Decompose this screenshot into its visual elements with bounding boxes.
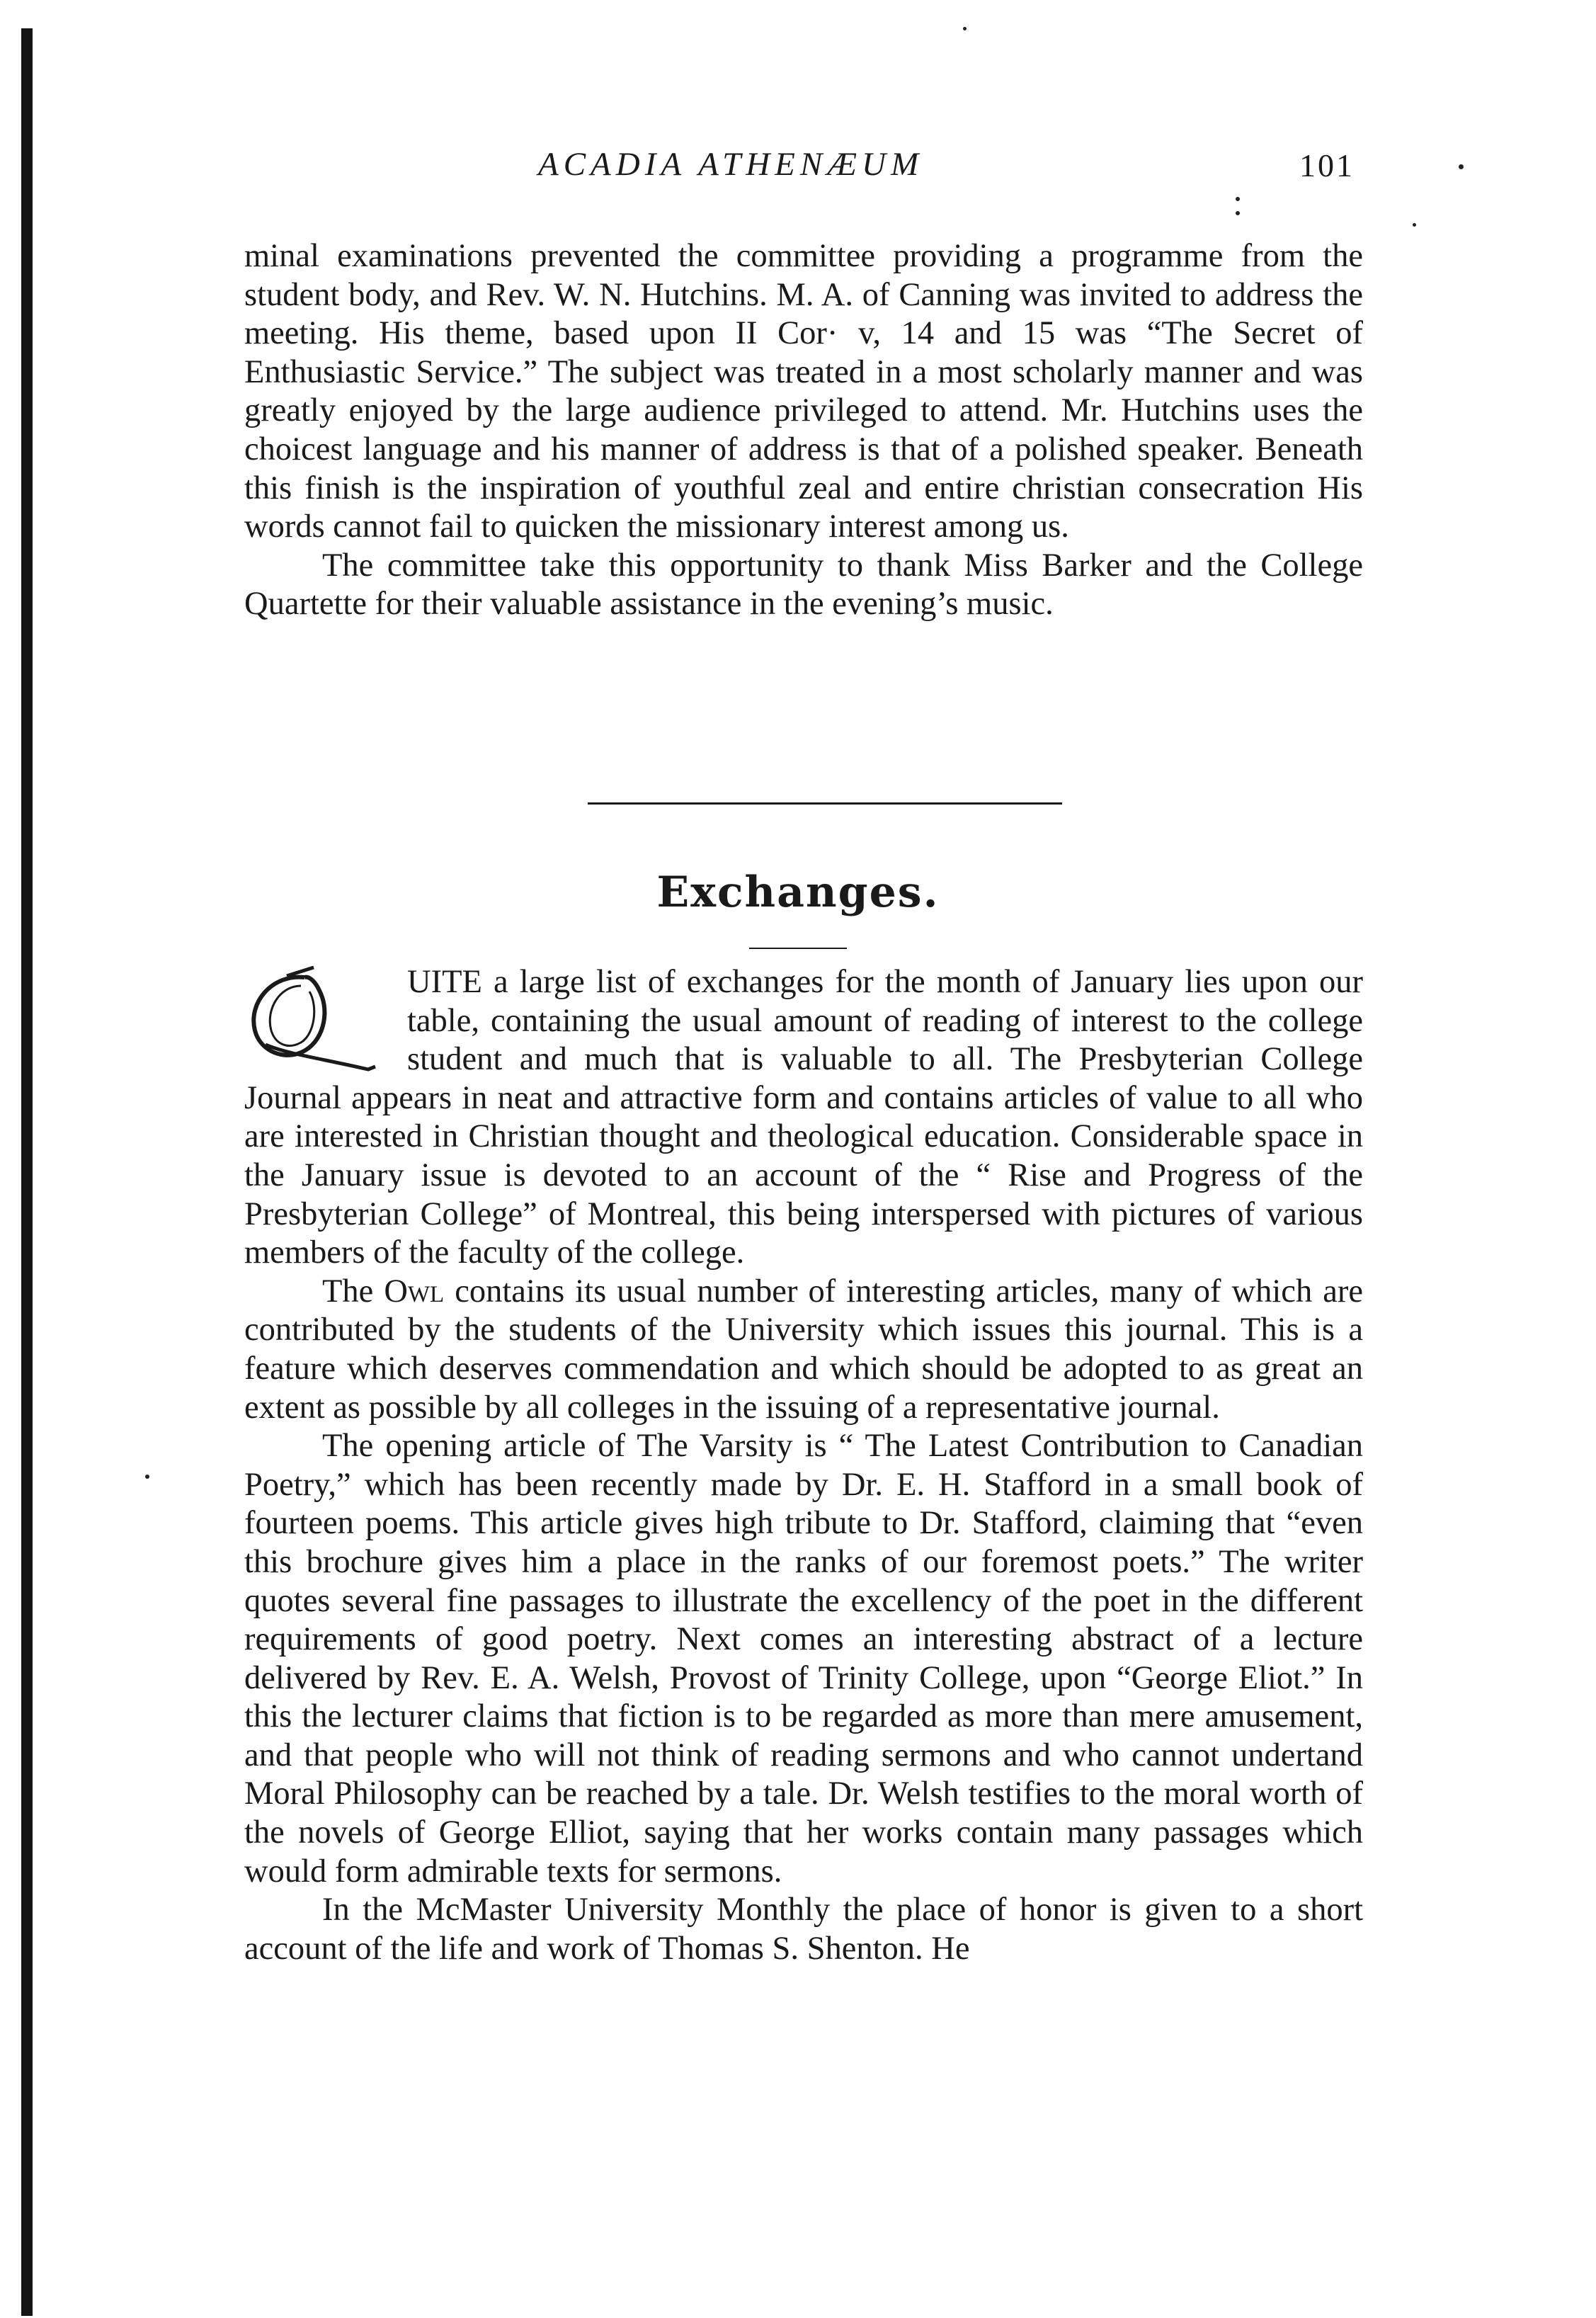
print-speck: [1236, 211, 1240, 215]
owl-text: contains its usual number of interesting articles, many of which are contributed by the students of the University which issues this journal. This is a feature which deserves commendation and which should be adopted to as great an extent as possible by all colleges in the issuing of a representative journal.: [244, 1273, 1363, 1426]
article-paragraph: minal examinations prevented the committee providing a programme from the student body, and Rev. W. N. Hutchins. M. A. of Canning was invited to address the meeting. His theme, based upon II Cor· v, 14 and 15 was “The Secret of Enthusiastic Service.” The subject was treated in a most scholarly manner and was greatly enjoyed by the large audience privileged to attend. Mr. Hutchins uses the choicest language and his manner of address is that of a polished speaker. Beneath this finish is the inspiration of youthful zeal and entire christian consecration His words cannot fail to quicken the missionary interest among us.: [244, 238, 1363, 545]
page-edge-shadow: [21, 28, 33, 2316]
print-speck: [963, 27, 967, 30]
drop-cap-q: [244, 963, 400, 1076]
print-speck: [1236, 197, 1240, 201]
exchanges-intro-paragraph: UITE a large list of exchanges for the month of January lies upon our table, containing the usual amount of reading of interest to the college student and much that is valuable to all. The Presbyterian College Journal appears in neat and attractive form and contains articles of value to all who are interested in Christian thought and theological education. Considerable space in the January issue is devoted to an account of the “ Rise and Progress of the Presbyterian College” of Montreal, this being interspersed with pictures of various members of the faculty of the college.: [244, 964, 1363, 1271]
varsity-paragraph: The opening article of The Varsity is “ The Latest Contribution to Canadian Poetry,” which has been recently made by Dr. E. H. Stafford in a small book of fourteen poems. This article gives high tribute to Dr. Stafford, claiming that “even this brochure gives him a place in the ranks of our foremost poets.” The writer quotes several fine passages to illustrate the excellency of the poet in the different requirements of good poetry. Next comes an interesting abstract of a lecture delivered by Rev. E. A. Welsh, Provost of Trinity College, upon “George Eliot.” In this the lecturer claims that fiction is to be regarded as more than mere amusement, and that people who will not think of reading sermons and who cannot undertand Moral Philosophy can be reached by a tale. Dr. Welsh testifies to the moral worth of the novels of George Elliot, saying that her works contain many passages which would form admirable texts for sermons.: [244, 1428, 1363, 1890]
heading-underline: [749, 948, 847, 949]
print-speck: [1413, 223, 1416, 227]
print-speck: [145, 1475, 149, 1479]
section-divider: [588, 802, 1062, 805]
owl-paragraph: [244, 1273, 1363, 1427]
mcmaster-paragraph: In the McMaster University Monthly the place of honor is given to a short account of the life and work of Thomas S. Shenton. He: [244, 1892, 1363, 1967]
section-heading: Exchanges.: [656, 868, 940, 917]
owl-title: Owl: [384, 1273, 445, 1309]
drop-cap-q-glyph: [244, 963, 400, 1076]
article-paragraph: The committee take this opportunity to thank Miss Barker and the College Quartette for their valuable assistance in the evening’s music.: [244, 547, 1363, 623]
owl-prefix: The: [322, 1273, 384, 1309]
running-title: ACADIA ATHENÆUM: [538, 146, 924, 183]
running-head: [0, 145, 1596, 195]
page-number: 101: [1299, 147, 1355, 183]
continued-article: [244, 237, 1363, 624]
exchanges-body: [244, 963, 1363, 1968]
